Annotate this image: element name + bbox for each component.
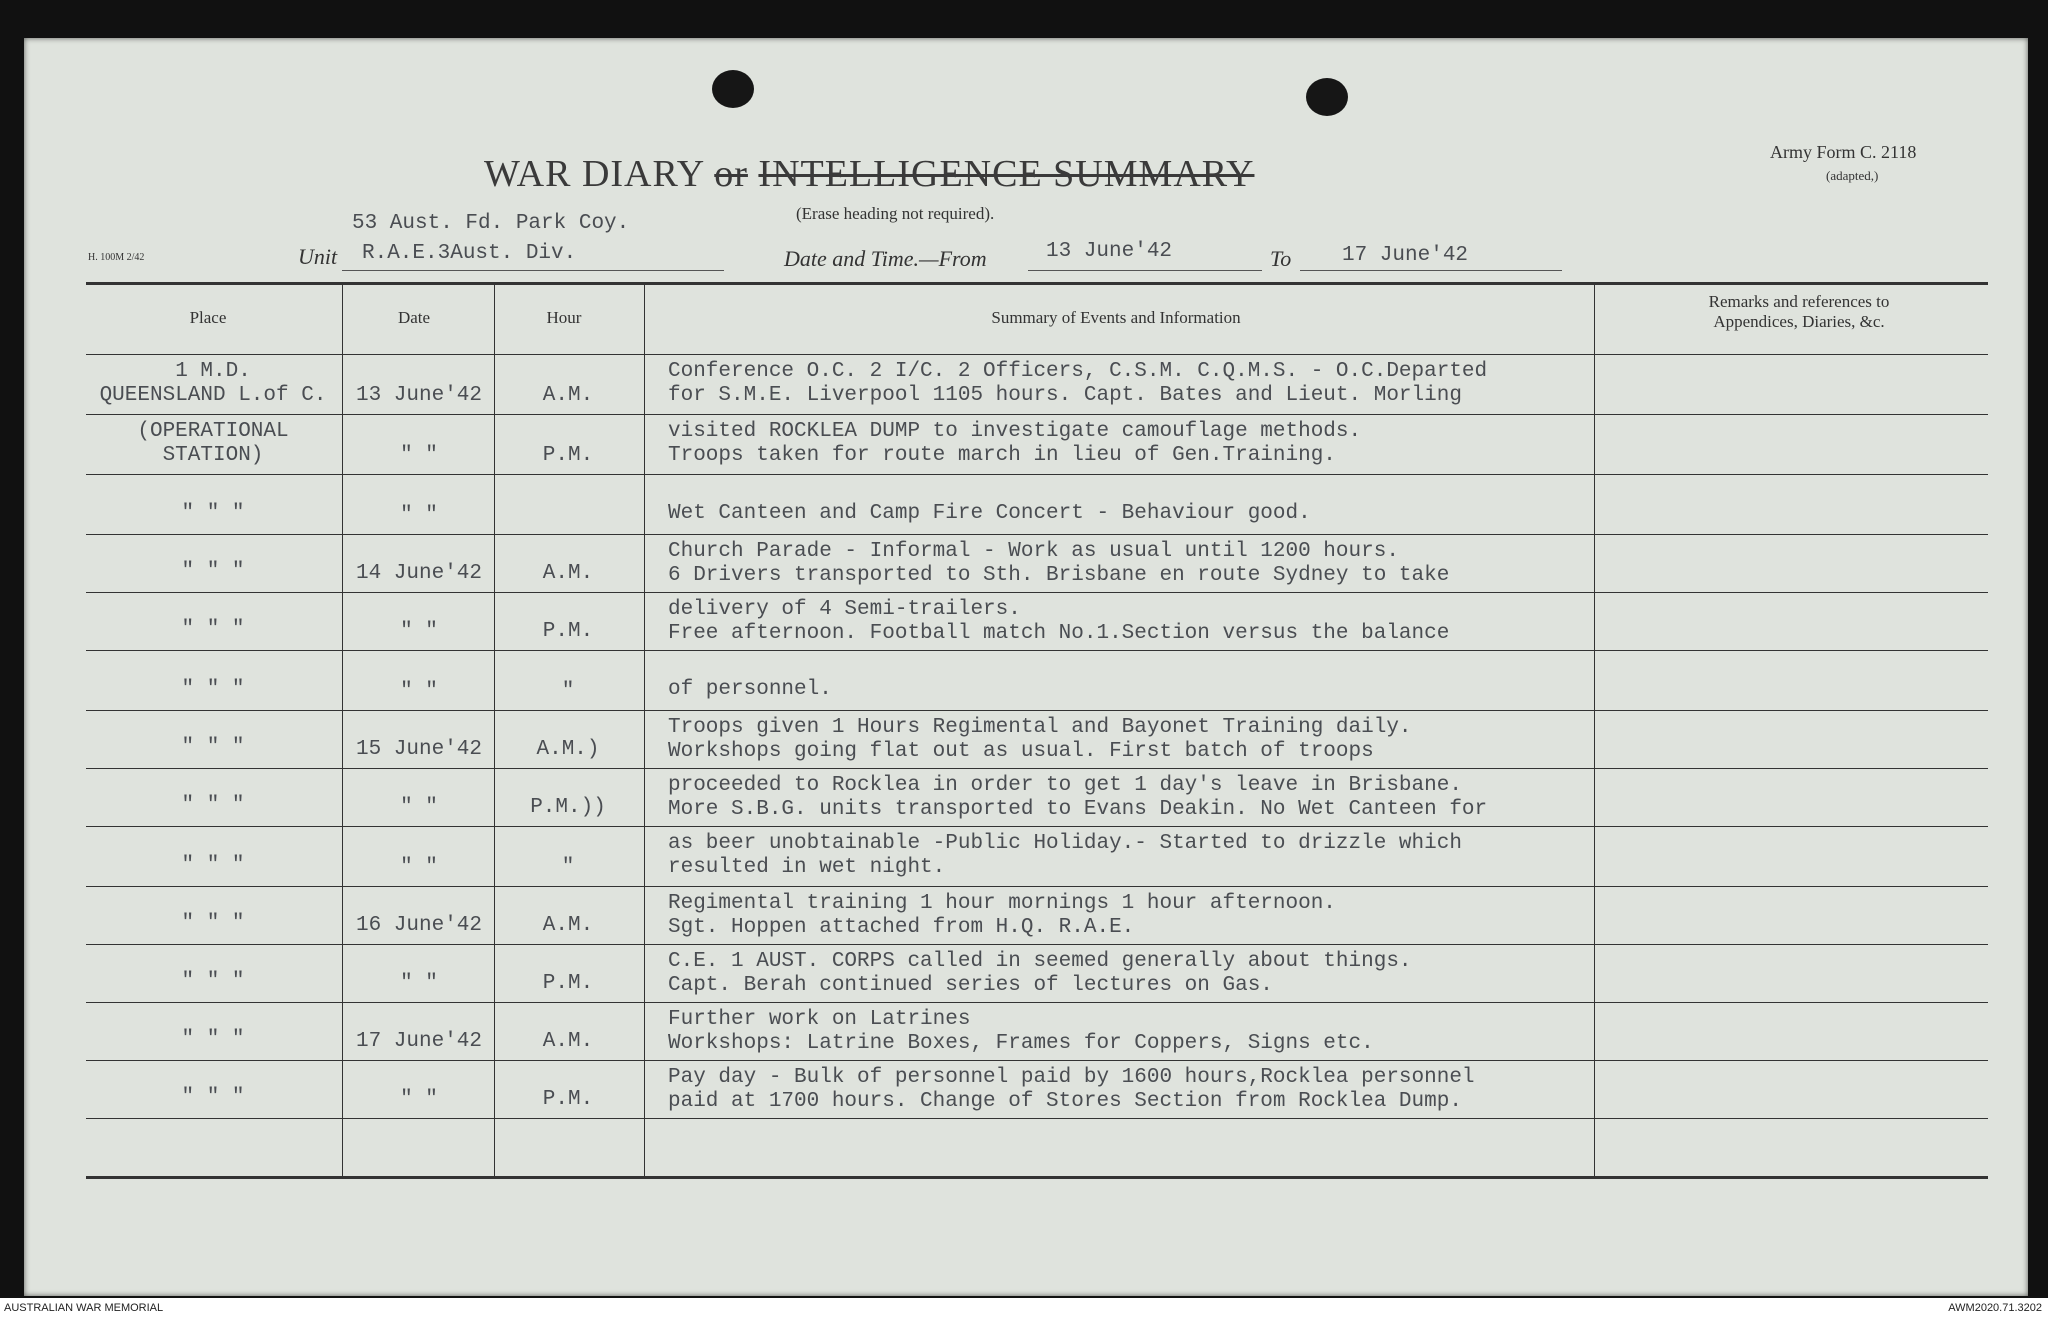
place-cell — [88, 360, 338, 408]
from-value: 13 June'42 — [1046, 240, 1173, 263]
place-cell — [88, 678, 338, 702]
place-cell — [88, 618, 338, 642]
place-cell-line: QUEENSLAND L.of C. — [99, 384, 327, 407]
punch-hole — [1306, 78, 1348, 116]
summary-cell-line: delivery of 4 Semi-trailers. — [668, 598, 1021, 621]
place-cell — [88, 736, 338, 760]
place-cell-line: STATION) — [162, 444, 264, 467]
place-cell — [88, 1086, 338, 1110]
column-rule — [1594, 282, 1595, 1176]
summary-cell-line: Troops taken for route march in lieu of Gen.Training. — [668, 444, 1336, 467]
hour-cell: A.M. — [542, 1030, 594, 1053]
row-rule — [86, 768, 1988, 769]
hour-cell: A.M.) — [536, 738, 600, 761]
place-cell-line: " " " — [181, 618, 245, 641]
summary-cell — [668, 774, 1588, 822]
erase-note: (Erase heading not required). — [796, 204, 995, 223]
row-rule — [86, 1002, 1988, 1003]
place-cell-line: 1 M.D. — [175, 360, 251, 383]
hour-cell: P.M. — [542, 1088, 594, 1111]
summary-cell-line: of personnel. — [668, 678, 832, 701]
place-cell — [88, 970, 338, 994]
column-rule — [342, 282, 343, 1176]
row-rule — [86, 474, 1988, 475]
summary-cell — [668, 832, 1588, 880]
date-cell: " " — [400, 796, 438, 819]
summary-cell-line: Workshops going flat out as usual. First batch of troops — [668, 740, 1374, 763]
row-rule — [86, 826, 1988, 827]
war-diary-page — [24, 38, 2028, 1296]
date-cell: " " — [400, 972, 438, 995]
unit-line-2: R.A.E.3Aust. Div. — [362, 242, 577, 265]
summary-cell-line: Wet Canteen and Camp Fire Concert - Behaviour good. — [668, 502, 1311, 525]
row-rule — [86, 1060, 1988, 1061]
hour-cell: " — [561, 680, 575, 703]
hour-cell: A.M. — [542, 914, 594, 937]
place-cell-line: " " " — [181, 1086, 245, 1109]
date-cell: 14 June'42 — [355, 562, 483, 585]
place-cell — [88, 560, 338, 584]
adapted-label: (adapted,) — [1826, 168, 1879, 183]
summary-cell-line: resulted in wet night. — [668, 856, 946, 879]
place-cell — [88, 854, 338, 878]
hour-cell: " — [561, 856, 575, 879]
summary-cell-line: paid at 1700 hours. Change of Stores Section from Rocklea Dump. — [668, 1090, 1462, 1113]
place-cell — [88, 912, 338, 936]
summary-cell-line: More S.B.G. units transported to Evans Deakin. No Wet Canteen for — [668, 798, 1488, 821]
summary-cell — [668, 678, 1588, 702]
summary-cell — [668, 598, 1588, 646]
row-rule — [86, 710, 1988, 711]
from-underline — [1028, 270, 1262, 271]
table-bottom-rule — [86, 1176, 1988, 1179]
place-cell-line: (OPERATIONAL — [137, 420, 289, 443]
date-time-label: Date and Time.—From — [784, 246, 987, 271]
summary-cell-line: proceeded to Rocklea in order to get 1 day's leave in Brisbane. — [668, 774, 1462, 797]
place-cell-line: " " " — [181, 502, 245, 525]
footer-reference: AWM2020.71.3202 — [1948, 1302, 2042, 1314]
title-intelligence-summary: INTELLIGENCE SUMMARY — [758, 153, 1255, 195]
summary-cell — [668, 892, 1588, 940]
unit-line-1: 53 Aust. Fd. Park Coy. — [352, 212, 630, 235]
date-cell: 16 June'42 — [355, 914, 483, 937]
col-header-place: Place — [189, 308, 227, 327]
place-cell-line: " " " — [181, 794, 245, 817]
footer-institution: AUSTRALIAN WAR MEMORIAL — [4, 1302, 164, 1314]
summary-cell — [668, 950, 1588, 998]
place-cell-line: " " " — [181, 736, 245, 759]
summary-cell-line: Free afternoon. Football match No.1.Section versus the balance — [668, 622, 1450, 645]
title-war-diary: WAR DIARY — [484, 153, 704, 195]
hour-cell: P.M. — [542, 620, 594, 643]
to-underline — [1300, 270, 1562, 271]
place-cell — [88, 502, 338, 526]
summary-cell — [668, 420, 1588, 468]
date-cell: " " — [400, 1088, 438, 1111]
punch-hole — [712, 70, 754, 108]
date-cell: " " — [400, 504, 438, 527]
summary-cell — [668, 502, 1588, 526]
column-rule — [644, 282, 645, 1176]
archive-footer — [0, 1298, 2048, 1318]
to-value: 17 June'42 — [1342, 244, 1469, 267]
col-header-remarks-2: Appendices, Diaries, &c. — [1713, 312, 1885, 331]
unit-underline — [342, 270, 724, 271]
place-cell-line: " " " — [181, 854, 245, 877]
place-cell — [88, 1028, 338, 1052]
unit-label: Unit — [298, 244, 338, 269]
place-cell-line: " " " — [181, 912, 245, 935]
row-rule — [86, 650, 1988, 651]
summary-cell — [668, 540, 1588, 588]
row-rule — [86, 414, 1988, 415]
hour-cell: P.M.)) — [530, 796, 606, 819]
form-title — [484, 152, 1254, 196]
date-cell: 13 June'42 — [355, 384, 483, 407]
date-cell: " " — [400, 680, 438, 703]
summary-cell-line: as beer unobtainable -Public Holiday.- Started to drizzle which — [668, 832, 1462, 855]
summary-cell-line: 6 Drivers transported to Sth. Brisbane en route Sydney to take — [668, 564, 1450, 587]
hour-cell: P.M. — [542, 444, 594, 467]
summary-cell — [668, 1066, 1588, 1114]
hour-cell: A.M. — [542, 562, 594, 585]
col-header-summary: Summary of Events and Information — [991, 308, 1241, 327]
place-cell — [88, 794, 338, 818]
army-form-label: Army Form C. 2118 — [1770, 142, 1917, 162]
summary-cell — [668, 716, 1588, 764]
row-rule — [86, 944, 1988, 945]
date-cell: 15 June'42 — [355, 738, 483, 761]
summary-cell-line: C.E. 1 AUST. CORPS called in seemed generally about things. — [668, 950, 1412, 973]
summary-cell-line: Conference O.C. 2 I/C. 2 Officers, C.S.M. C.Q.M.S. - O.C.Departed — [668, 360, 1488, 383]
row-rule — [86, 1118, 1988, 1119]
row-rule — [86, 592, 1988, 593]
date-cell: " " — [400, 856, 438, 879]
summary-cell-line: for S.M.E. Liverpool 1105 hours. Capt. Bates and Lieut. Morling — [668, 384, 1462, 407]
row-rule — [86, 886, 1988, 887]
row-rule — [86, 534, 1988, 535]
summary-cell-line: Church Parade - Informal - Work as usual until 1200 hours. — [668, 540, 1399, 563]
col-header-remarks-1: Remarks and references to — [1708, 292, 1890, 311]
summary-cell-line: Troops given 1 Hours Regimental and Bayonet Training daily. — [668, 716, 1412, 739]
form-code: H. 100M 2/42 — [88, 252, 145, 263]
table-top-rule — [86, 282, 1988, 285]
header-rule — [86, 354, 1988, 355]
place-cell-line: " " " — [181, 678, 245, 701]
summary-cell-line: Pay day - Bulk of personnel paid by 1600 hours,Rocklea personnel — [668, 1066, 1475, 1089]
to-label: To — [1270, 246, 1292, 271]
summary-cell-line: Capt. Berah continued series of lectures on Gas. — [668, 974, 1273, 997]
summary-cell-line: Workshops: Latrine Boxes, Frames for Coppers, Signs etc. — [668, 1032, 1374, 1055]
summary-cell-line: Sgt. Hoppen attached from H.Q. R.A.E. — [668, 916, 1135, 939]
summary-cell — [668, 360, 1588, 408]
date-cell: " " — [400, 620, 438, 643]
title-or: or — [714, 153, 748, 195]
col-header-date: Date — [397, 308, 431, 327]
column-rule — [494, 282, 495, 1176]
summary-cell — [668, 1008, 1588, 1056]
col-header-hour: Hour — [546, 308, 582, 327]
place-cell-line: " " " — [181, 560, 245, 583]
place-cell-line: " " " — [181, 970, 245, 993]
date-cell: 17 June'42 — [355, 1030, 483, 1053]
date-cell: " " — [400, 444, 438, 467]
summary-cell-line: visited ROCKLEA DUMP to investigate camouflage methods. — [668, 420, 1362, 443]
place-cell-line: " " " — [181, 1028, 245, 1051]
summary-cell-line: Further work on Latrines — [668, 1008, 971, 1031]
hour-cell: P.M. — [542, 972, 594, 995]
hour-cell: A.M. — [542, 384, 594, 407]
place-cell — [88, 420, 338, 468]
summary-cell-line: Regimental training 1 hour mornings 1 hour afternoon. — [668, 892, 1336, 915]
